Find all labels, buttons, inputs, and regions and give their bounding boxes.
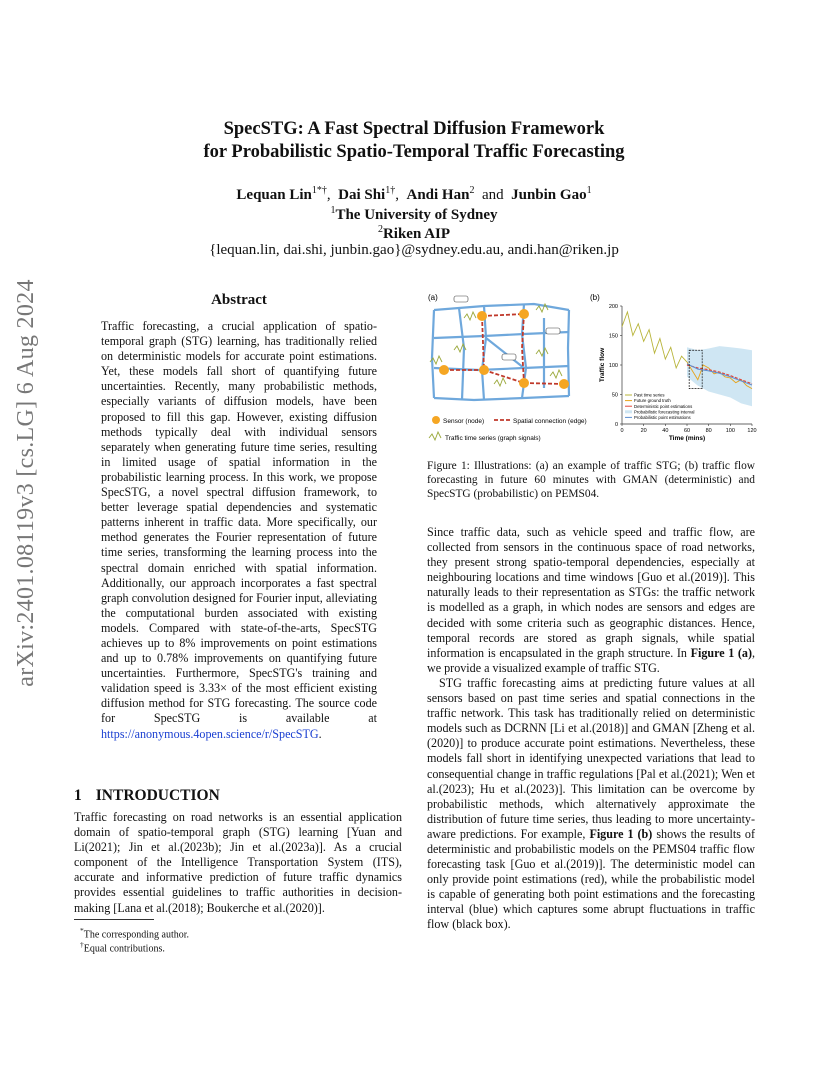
legend-entry: Probabilistic point estimations: [634, 415, 691, 420]
author-and: and: [481, 187, 504, 203]
x-tick-label: 60: [683, 428, 691, 434]
paragraph-text: STG traffic forecasting aims at predicting future values at all sensors based on past time series and spatial connections in the traffic network. This task has traditionally relied on deterministic models such as DCRNN [Li et al.(2018)] and GMAN [Zheng et al.(2020)] to produce accurate point estimations. Nevertheless, these models fall short in identifying unexpected variations that lead to consequential change in traffic regulations [Pal et al.(2021); Wen et al.(2023); Hu et al.(2023)]. This limitation can be overcome by probabilistic methods, which alternatively approximate the distribution of future time series, thus leading to more uncertainty-aware predictions. For example,: [427, 675, 755, 841]
y-tick-label: 0: [614, 422, 618, 428]
author-emails: {lequan.lin, dai.shi, junbin.gao}@sydney.edu.au, andi.han@riken.jp: [209, 242, 619, 258]
abstract-end: .: [318, 726, 322, 741]
intro-paragraph-3: [427, 676, 755, 933]
legend-entry: Future ground truth: [634, 398, 671, 404]
sensor-node: [477, 311, 487, 321]
intro-paragraph-2: [427, 525, 755, 676]
paper-title: [100, 118, 728, 164]
section-heading-introduction: [74, 787, 220, 805]
source-code-link[interactable]: https://anonymous.4open.science/r/SpecSTG: [101, 726, 319, 741]
legend-sensor-marker: [432, 416, 440, 424]
y-tick-label: 200: [608, 304, 618, 310]
panel-b-label: (b): [590, 293, 600, 302]
affiliation-name: Riken AIP: [382, 226, 451, 242]
x-tick-label: 100: [725, 428, 735, 434]
figure-caption: Figure 1: Illustrations: (a) an example of traffic STG; (b) traffic flow forecasting in future 60 minutes with GMAN (deterministic) and SpecSTG (probabilistic) on PEMS04.: [427, 460, 755, 500]
footnote-text: The corresponding author.: [83, 929, 189, 941]
author-sup: 2: [469, 185, 475, 196]
panel-a-traffic-graph: [428, 293, 587, 442]
figure-ref: Figure 1 (b): [589, 826, 653, 841]
legend-signal: Traffic time series (graph signals): [445, 435, 541, 442]
paragraph-text: Since traffic data, such as vehicle speed and traffic flow, are collected from sensors in the continuous space of road networks, they present strong spatio-temporal dependencies, especially at neighbouring locations and time windows [Guo et al.(2019)]. This naturally leads to their representation as STGs: the traffic network is modelled as a graph, in which nodes are sensors and edges are decided with some criteria such as geographic distances. Hence, temporal records are stored as graph signals, while spatial information is encapsulated in the graph structure. In: [427, 525, 755, 660]
author-name: Dai Shi: [338, 187, 386, 203]
title-line-1: SpecSTG: A Fast Spectral Diffusion Framework: [223, 119, 605, 139]
x-tick-label: 120: [747, 428, 757, 434]
y-tick-label: 100: [608, 363, 618, 369]
sensor-node: [479, 365, 489, 375]
legend-entry: Deterministic point estimations: [634, 403, 693, 409]
author-sep: ,: [395, 187, 399, 203]
x-tick-label: 0: [620, 428, 624, 434]
abstract-text: Traffic forecasting, a crucial application of spatio-temporal graph (STG) learning, has traditionally relied on deterministic models for accurate point estimations. Yet, these models fall short of quantifying future uncertainties. Recently, many probabilistic methods, especially variants of diffusion models, have been proposed to fill this gap. However, existing diffusion methods typically deal with individual sensors separately when generating future time series, resulting in limited usage of spatial information in the probabilistic learning process. In this work, we propose SpecSTG, a novel spectral diffusion framework, to better leverage spatial dependencies and systematic patterns inherent in traffic data. More specifically, our method generates the Fourier representation of future time series, transforming the learning process into the spectral domain enriched with spatial information. Additionally, our approach incorporates a fast spectral graph convolution designed for Fourier input, alleviating the computational burden associated with existing models. Compared with state-of-the-arts, SpecSTG achieves up to 8% improvements on point estimations and up to 0.78% improvements on quantifying future uncertainties. Furthermore, SpecSTG's training and validation speed is 3.33× of the most efficient existing diffusion method for STG forecasting. The source code for SpecSTG is available at: [101, 319, 377, 726]
x-tick-label: 20: [640, 428, 647, 434]
figure-1: [424, 288, 758, 448]
x-axis-label: Time (mins): [668, 435, 706, 442]
author-sep: ,: [326, 187, 331, 203]
arxiv-stamp: arXiv:2401.08119v3 [cs.LG] 6 Aug 2024: [13, 279, 39, 687]
section-title: INTRODUCTION: [95, 787, 220, 804]
x-tick-label: 80: [705, 428, 712, 434]
panel-a-label: (a): [428, 293, 438, 302]
legend-entry: Past time series: [634, 392, 665, 398]
sensor-node: [559, 379, 569, 389]
footnote-mark: *: [80, 926, 84, 935]
footnote-mark: †: [80, 940, 84, 949]
affiliation-sup: 1: [330, 205, 336, 216]
y-axis-label: Traffic flow: [599, 347, 606, 383]
author-sup: 1*†: [311, 185, 327, 196]
author-sup: 1†: [385, 185, 396, 196]
legend-edge: Spatial connection (edge): [513, 418, 587, 425]
panel-b-chart: [590, 293, 757, 442]
y-tick-label: 50: [611, 392, 618, 399]
forecast-interval-band: [687, 346, 752, 406]
footnote-text: Equal contributions.: [83, 943, 165, 955]
paragraph-text: , we provide a visualized example of traffic STG.: [427, 645, 756, 675]
section-number: 1: [74, 787, 82, 804]
legend-signal-marker: [429, 432, 441, 440]
author-name: Lequan Lin: [236, 187, 312, 203]
footnote-rule: [74, 919, 154, 920]
affiliation-name: The University of Sydney: [335, 207, 498, 223]
author-name: Junbin Gao: [511, 187, 587, 203]
abstract-heading: Abstract: [211, 292, 267, 308]
sensor-node: [519, 378, 529, 388]
chart-plot: [599, 304, 757, 442]
sensor-node: [439, 365, 449, 375]
intro-right-column: [427, 525, 755, 933]
footnote-2: [80, 938, 165, 955]
legend-sensor: Sensor (node): [443, 418, 485, 425]
author-sup: 1: [586, 185, 592, 196]
figure-ref: Figure 1 (a): [690, 645, 752, 660]
sensor-node: [519, 309, 529, 319]
x-tick-label: 40: [662, 428, 669, 434]
intro-left-paragraph: Traffic forecasting on road networks is an essential application domain of spatio-temporal graph (STG) learning [Yuan and Li(2021); Jin et al.(2023b); Jin et al.(2023a)]. As a crucial component of the Intelligence Transportation System (ITS), accurate and informative prediction of future traffic dynamics provides essential guidelines to traffic authorities in decision-making [Lana et al.(2018); Boukerche et al.(2020)].: [74, 810, 402, 915]
paragraph-text: shows the results of deterministic and probabilistic models on the PEMS04 traffic flow forecasting task [Guo et al.(2019)]. The deterministic model can only provide point estimations (red), while the probabilistic model is capable of generating both point estimations and the forecasting interval (blue) which captures some abrupt fluctuations in traffic flow (black box).: [427, 826, 756, 932]
affiliation-sup: 2: [377, 224, 383, 235]
series-past: [622, 312, 687, 368]
y-tick-label: 150: [608, 333, 618, 340]
legend-entry: Probabilistic forecasting interval: [634, 409, 695, 415]
abstract-body: [101, 319, 377, 742]
title-line-2: for Probabilistic Spatio-Temporal Traffic Forecasting: [203, 142, 625, 162]
author-name: Andi Han: [406, 187, 470, 203]
